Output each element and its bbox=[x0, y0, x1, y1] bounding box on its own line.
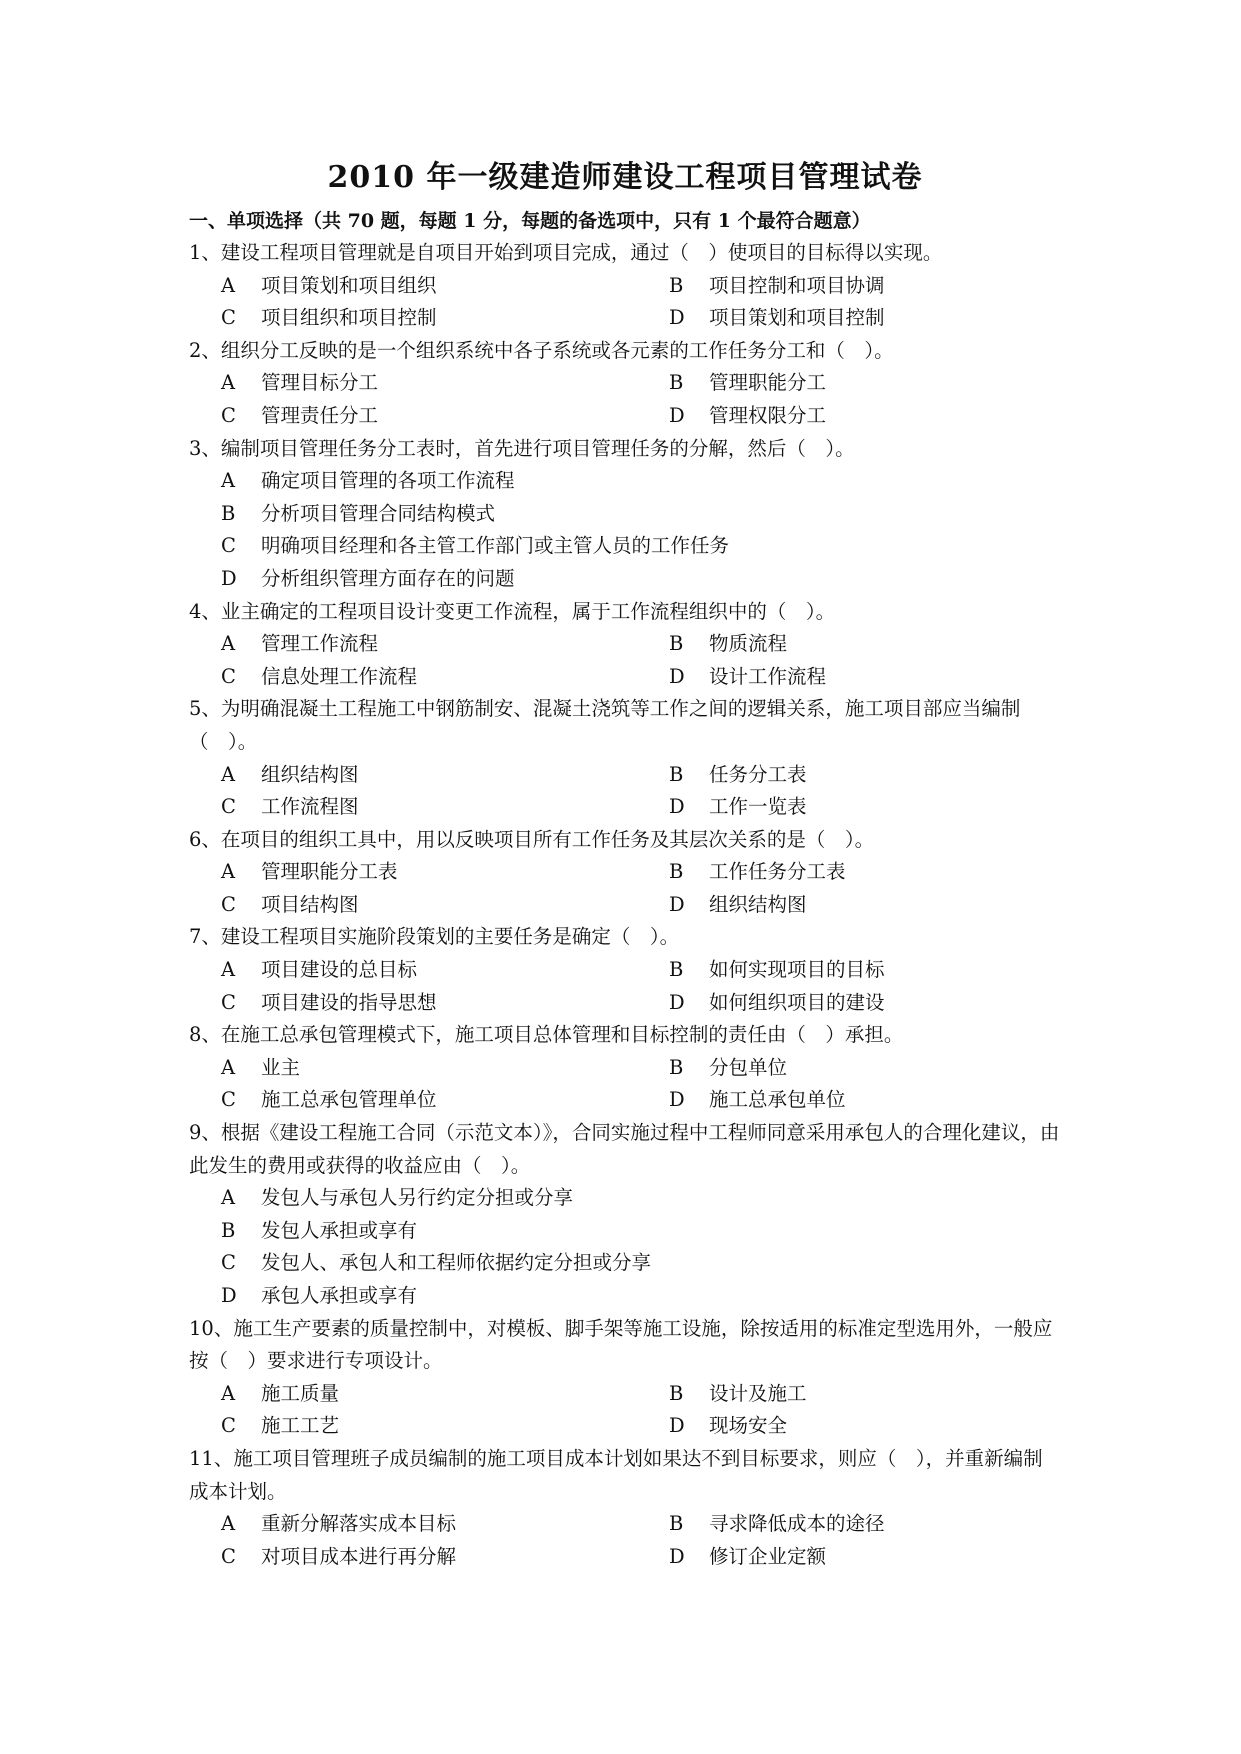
option-letter: A bbox=[221, 1186, 236, 1210]
option-letter: A bbox=[221, 469, 236, 493]
option-a bbox=[221, 465, 1061, 498]
option-text: 项目策划和项目控制 bbox=[709, 306, 885, 330]
option-text: 任务分工表 bbox=[709, 762, 807, 786]
question-text bbox=[189, 1443, 1061, 1508]
question-stem: 编制项目管理任务分工表时，首先进行项目管理任务的分解，然后（ ）。 bbox=[220, 436, 855, 460]
option-text: 发包人承担或享有 bbox=[261, 1218, 418, 1242]
question-number: 8、 bbox=[189, 1023, 221, 1047]
question-text bbox=[189, 596, 1061, 629]
option-d bbox=[669, 889, 1061, 922]
option-text: 设计工作流程 bbox=[709, 664, 827, 688]
question-number: 3、 bbox=[189, 436, 221, 460]
option-text: 管理职能分工 bbox=[709, 371, 827, 395]
option-letter: B bbox=[221, 1218, 236, 1242]
question-number: 11、 bbox=[189, 1446, 234, 1470]
option-letter: D bbox=[221, 1284, 237, 1307]
question-item bbox=[189, 433, 1061, 596]
option-text: 分析组织管理方面存在的问题 bbox=[261, 566, 515, 590]
option-b bbox=[669, 628, 1061, 661]
option-letter: A bbox=[221, 1381, 236, 1405]
question-list bbox=[189, 237, 1061, 1573]
option-letter: C bbox=[221, 795, 236, 819]
option-text: 物质流程 bbox=[709, 632, 788, 656]
option-letter: C bbox=[221, 1414, 236, 1438]
option-text: 项目组织和项目控制 bbox=[261, 306, 437, 330]
option-text: 分包单位 bbox=[709, 1055, 788, 1079]
option-list bbox=[189, 465, 1061, 595]
option-text: 发包人、承包人和工程师依据约定分担或分享 bbox=[261, 1251, 652, 1275]
option-d bbox=[221, 563, 1061, 596]
option-letter: B bbox=[669, 958, 684, 982]
question-text bbox=[189, 1019, 1061, 1052]
option-a bbox=[221, 954, 669, 987]
option-letter: B bbox=[669, 860, 684, 884]
option-letter: A bbox=[221, 958, 236, 982]
option-list bbox=[189, 367, 1061, 432]
option-letter: C bbox=[221, 534, 236, 558]
option-text: 重新分解落实成本目标 bbox=[261, 1512, 457, 1536]
option-list bbox=[189, 1052, 1061, 1117]
option-c bbox=[221, 987, 669, 1020]
option-letter: C bbox=[221, 403, 236, 427]
option-text: 如何组织项目的建设 bbox=[709, 990, 885, 1014]
question-text bbox=[189, 1313, 1061, 1378]
option-text: 分析项目管理合同结构模式 bbox=[261, 501, 496, 525]
option-text: 管理责任分工 bbox=[261, 403, 379, 427]
option-d bbox=[669, 1541, 1061, 1574]
question-text bbox=[189, 921, 1061, 954]
option-letter: B bbox=[669, 762, 684, 786]
option-letter: A bbox=[221, 762, 236, 786]
option-letter: C bbox=[221, 892, 236, 916]
option-text: 确定项目管理的各项工作流程 bbox=[261, 469, 515, 493]
option-c bbox=[221, 1541, 669, 1574]
option-text: 组织结构图 bbox=[709, 892, 807, 916]
option-letter: D bbox=[669, 1544, 685, 1568]
option-a bbox=[221, 270, 669, 303]
option-list bbox=[189, 628, 1061, 693]
option-list bbox=[189, 1378, 1061, 1443]
option-c bbox=[221, 791, 669, 824]
option-text: 业主 bbox=[261, 1055, 301, 1079]
option-letter: D bbox=[669, 795, 685, 819]
option-a bbox=[221, 628, 669, 661]
option-d bbox=[669, 400, 1061, 433]
option-letter: A bbox=[221, 1055, 236, 1079]
question-number: 10、 bbox=[189, 1316, 234, 1340]
option-b bbox=[669, 1052, 1061, 1085]
option-b bbox=[221, 1215, 1061, 1248]
option-letter: B bbox=[221, 501, 236, 525]
question-number: 6、 bbox=[189, 827, 221, 851]
question-text bbox=[189, 335, 1061, 368]
option-c bbox=[221, 889, 669, 922]
option-c bbox=[221, 661, 669, 694]
option-letter: D bbox=[669, 990, 685, 1014]
option-text: 项目建设的指导思想 bbox=[261, 990, 437, 1014]
option-list bbox=[189, 270, 1061, 335]
option-d bbox=[669, 987, 1061, 1020]
option-text: 设计及施工 bbox=[709, 1381, 807, 1405]
option-letter: A bbox=[221, 273, 236, 297]
option-text: 施工工艺 bbox=[261, 1414, 340, 1438]
option-text: 项目策划和项目组织 bbox=[261, 273, 437, 297]
option-letter: C bbox=[221, 1251, 236, 1275]
option-text: 承包人承担或享有 bbox=[261, 1284, 418, 1307]
option-list bbox=[189, 759, 1061, 824]
option-list bbox=[189, 856, 1061, 921]
question-stem: 在施工总承包管理模式下，施工项目总体管理和目标控制的责任由（ ）承担。 bbox=[220, 1023, 904, 1047]
question-stem: 组织分工反映的是一个组织系统中各子系统或各元素的工作任务分工和（ ）。 bbox=[220, 338, 894, 362]
question-text bbox=[189, 433, 1061, 466]
option-letter: D bbox=[669, 892, 685, 916]
question-stem: 在项目的组织工具中，用以反映项目所有工作任务及其层次关系的是（ ）。 bbox=[220, 827, 875, 851]
question-item bbox=[189, 1443, 1061, 1573]
option-d bbox=[669, 1084, 1061, 1117]
section-heading: 一、单项选择（共 70 题，每题 1 分，每题的备选项中，只有 1 个最符合题意） bbox=[189, 210, 871, 232]
question-stem: 建设工程项目管理就是自项目开始到项目完成，通过（ ）使项目的目标得以实现。 bbox=[220, 241, 943, 264]
option-text: 管理权限分工 bbox=[709, 403, 827, 427]
option-c bbox=[221, 1084, 669, 1117]
option-text: 对项目成本进行再分解 bbox=[261, 1544, 457, 1568]
option-b bbox=[669, 270, 1061, 303]
option-text: 管理目标分工 bbox=[261, 371, 379, 395]
question-item bbox=[189, 596, 1061, 694]
question-number: 1、 bbox=[189, 241, 221, 264]
question-item bbox=[189, 1313, 1061, 1443]
option-a bbox=[221, 856, 669, 889]
option-text: 项目控制和项目协调 bbox=[709, 273, 885, 297]
option-text: 寻求降低成本的途径 bbox=[709, 1512, 885, 1536]
option-letter: B bbox=[669, 371, 684, 395]
option-text: 修订企业定额 bbox=[709, 1544, 827, 1568]
question-number: 2、 bbox=[189, 338, 221, 362]
option-letter: D bbox=[669, 1414, 685, 1438]
option-b bbox=[669, 1378, 1061, 1411]
question-stem: 施工项目管理班子成员编制的施工项目成本计划如果达不到目标要求，则应（ ），并重新编制成本计划。 bbox=[189, 1446, 1043, 1503]
option-letter: C bbox=[221, 306, 236, 330]
question-stem: 业主确定的工程项目设计变更工作流程，属于工作流程组织中的（ ）。 bbox=[220, 599, 836, 623]
option-letter: B bbox=[669, 1381, 684, 1405]
option-text: 工作任务分工表 bbox=[709, 860, 846, 884]
question-item bbox=[189, 693, 1061, 823]
question-number: 9、 bbox=[189, 1121, 221, 1145]
option-c bbox=[221, 302, 669, 335]
question-item bbox=[189, 335, 1061, 433]
question-number: 4、 bbox=[189, 599, 221, 623]
option-letter: C bbox=[221, 990, 236, 1014]
option-letter: C bbox=[221, 664, 236, 688]
option-letter: A bbox=[221, 1512, 236, 1536]
question-text bbox=[189, 693, 1061, 758]
option-c bbox=[221, 530, 1061, 563]
option-text: 工作流程图 bbox=[261, 795, 359, 819]
option-a bbox=[221, 1378, 669, 1411]
option-letter: A bbox=[221, 860, 236, 884]
question-item bbox=[189, 921, 1061, 1019]
option-b bbox=[669, 759, 1061, 792]
option-b bbox=[669, 1508, 1061, 1541]
question-stem: 为明确混凝土工程施工中钢筋制安、混凝土浇筑等工作之间的逻辑关系，施工项目部应当编制（ ）。 bbox=[189, 697, 1021, 753]
option-letter: D bbox=[669, 403, 685, 427]
option-text: 项目建设的总目标 bbox=[261, 958, 418, 982]
option-letter: C bbox=[221, 1544, 236, 1568]
question-stem: 施工生产要素的质量控制中，对模板、脚手架等施工设施，除按适用的标准定型选用外，一般应按（ ）要求进行专项设计。 bbox=[189, 1316, 1053, 1373]
option-text: 项目结构图 bbox=[261, 892, 359, 916]
question-item bbox=[189, 1019, 1061, 1117]
option-c bbox=[221, 400, 669, 433]
question-item bbox=[189, 237, 1061, 335]
option-a bbox=[221, 1052, 669, 1085]
option-a bbox=[221, 367, 669, 400]
option-text: 如何实现项目的目标 bbox=[709, 958, 885, 982]
option-a bbox=[221, 1182, 1061, 1215]
option-b bbox=[669, 856, 1061, 889]
option-letter: B bbox=[669, 632, 684, 656]
question-stem: 建设工程项目实施阶段策划的主要任务是确定（ ）。 bbox=[220, 925, 680, 949]
option-d bbox=[221, 1280, 1061, 1313]
question-text bbox=[189, 824, 1061, 857]
option-text: 明确项目经理和各主管工作部门或主管人员的工作任务 bbox=[261, 534, 730, 558]
option-letter: D bbox=[221, 566, 237, 590]
option-letter: B bbox=[669, 1512, 684, 1536]
option-letter: A bbox=[221, 632, 236, 656]
option-letter: B bbox=[669, 1055, 684, 1079]
option-b bbox=[669, 367, 1061, 400]
question-item bbox=[189, 824, 1061, 922]
question-text bbox=[189, 237, 1061, 270]
option-letter: D bbox=[669, 1088, 685, 1112]
option-text: 发包人与承包人另行约定分担或分享 bbox=[261, 1186, 574, 1210]
option-letter: D bbox=[669, 664, 685, 688]
option-text: 信息处理工作流程 bbox=[261, 664, 418, 688]
option-text: 组织结构图 bbox=[261, 762, 359, 786]
option-text: 工作一览表 bbox=[709, 795, 807, 819]
option-list bbox=[189, 1508, 1061, 1573]
option-d bbox=[669, 302, 1061, 335]
option-b bbox=[221, 498, 1061, 531]
option-d bbox=[669, 661, 1061, 694]
option-text: 施工总承包管理单位 bbox=[261, 1088, 437, 1112]
option-letter: D bbox=[669, 306, 685, 330]
option-text: 管理工作流程 bbox=[261, 632, 379, 656]
question-number: 5、 bbox=[189, 697, 221, 721]
option-letter: C bbox=[221, 1088, 236, 1112]
option-list bbox=[189, 1182, 1061, 1312]
option-text: 施工总承包单位 bbox=[709, 1088, 846, 1112]
option-list bbox=[189, 954, 1061, 1019]
option-c bbox=[221, 1247, 1061, 1280]
option-a bbox=[221, 759, 669, 792]
option-b bbox=[669, 954, 1061, 987]
page-title: 2010 年一级建造师建设工程项目管理试卷 bbox=[327, 160, 923, 195]
option-letter: A bbox=[221, 371, 236, 395]
question-item bbox=[189, 1117, 1061, 1313]
option-a bbox=[221, 1508, 669, 1541]
option-d bbox=[669, 1410, 1061, 1443]
option-d bbox=[669, 791, 1061, 824]
option-text: 现场安全 bbox=[709, 1414, 788, 1438]
question-stem: 根据《建设工程施工合同（示范文本）》，合同实施过程中工程师同意采用承包人的合理化建议，由此发生的费用或获得的收益应由（ ）。 bbox=[189, 1121, 1060, 1177]
question-number: 7、 bbox=[189, 925, 221, 949]
option-c bbox=[221, 1410, 669, 1443]
option-letter: B bbox=[669, 273, 684, 297]
option-text: 管理职能分工表 bbox=[261, 860, 398, 884]
question-text bbox=[189, 1117, 1061, 1182]
option-text: 施工质量 bbox=[261, 1381, 340, 1405]
